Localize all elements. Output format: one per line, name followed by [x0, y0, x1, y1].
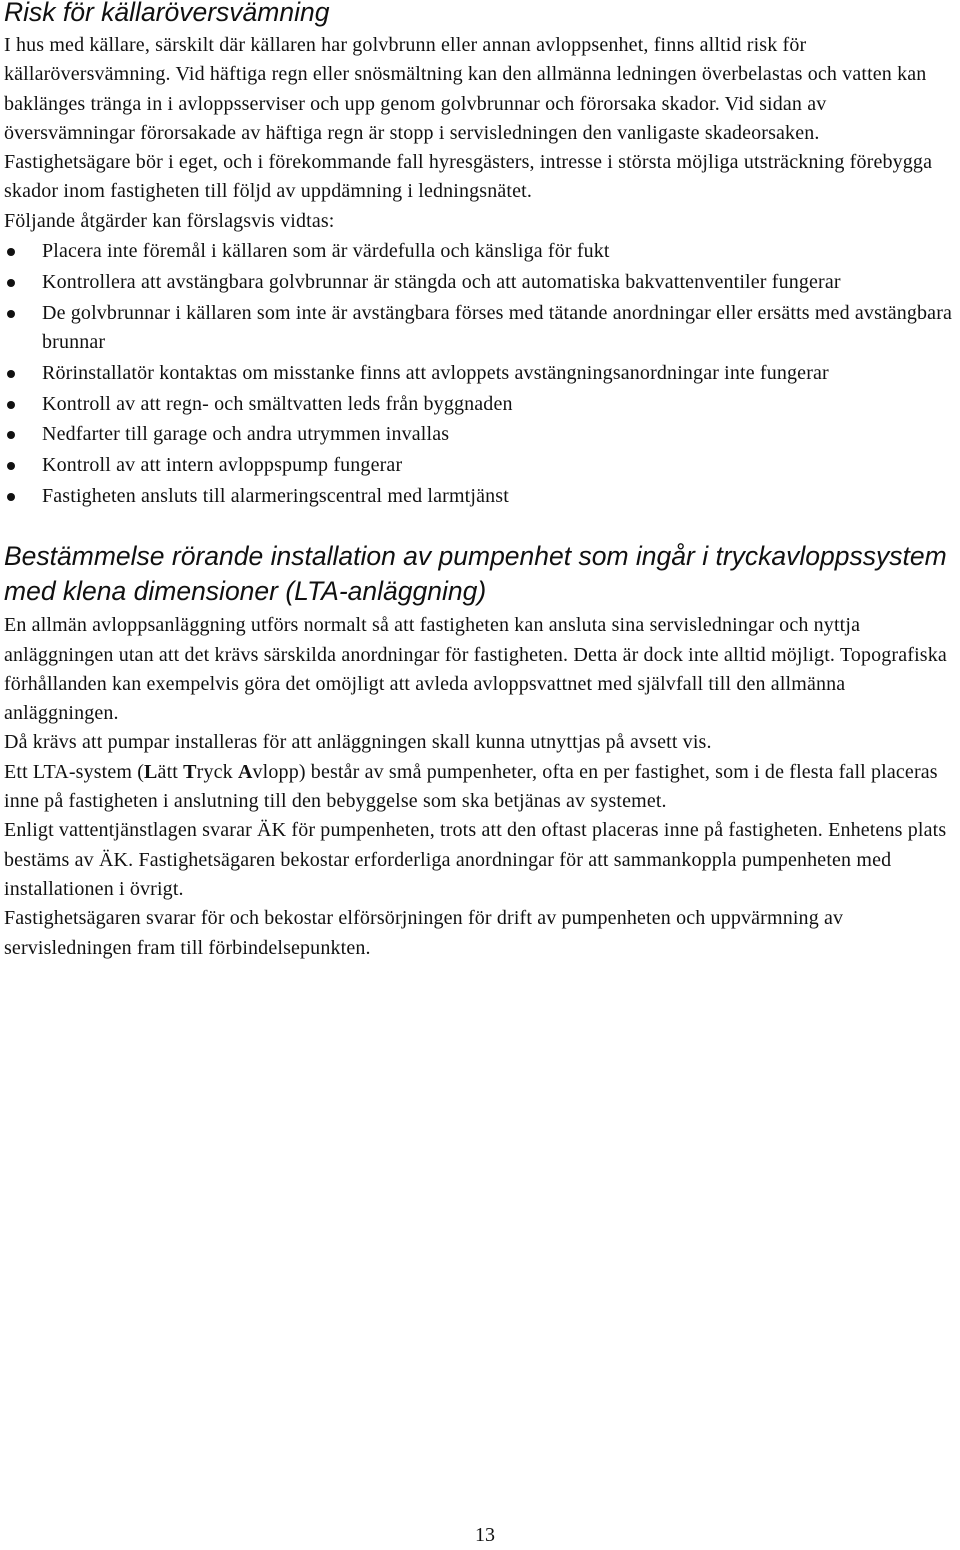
paragraph-lta-system: Ett LTA-system (Lätt Tryck Avlopp) består av små pumpenheter, ofta en per fastighet, som i de flesta fall placeras inne på fastigheten i anslutning till den bebyggelse som ska betjänas av systemet. — [4, 760, 938, 813]
list-item-text: Kontrollera att avstängbara golvbrunnar är stängda och att automatiska bakvattenventiler fungerar — [42, 270, 841, 293]
list-item — [4, 268, 956, 297]
list-item-text: Kontroll av att regn- och smältvatten leds från byggnaden — [42, 392, 513, 415]
paragraph-flood-risk: I hus med källare, särskilt där källaren har golvbrunn eller annan avloppsenhet, finns alltid risk för källaröversvämning. Vid häftiga regn eller snösmältning kan den allmänna ledningen överbelastas och vatten kan baklänges tränga in i avloppsserviser och upp genom golvbrunnar och förorsaka skador. Vid sidan av översvämningar förorsakade av häftiga regn är stopp i servisledningen den vanligaste skadeorsaken. — [4, 34, 927, 144]
list-item-text: Nedfarter till garage och andra utrymmen invallas — [42, 423, 450, 446]
list-item — [4, 482, 956, 511]
document-page — [4, 0, 956, 963]
list-item — [4, 451, 956, 480]
paragraph-measures-intro: Följande åtgärder kan förslagsvis vidtas: — [4, 209, 335, 232]
bullet-icon — [7, 493, 15, 501]
list-item — [4, 359, 956, 388]
list-item-text: Fastigheten ansluts till alarmeringscentral med larmtjänst — [42, 484, 509, 507]
bullet-icon — [7, 462, 15, 470]
list-item-text: Placera inte föremål i källaren som är värdefulla och känsliga för fukt — [42, 240, 610, 263]
paragraph-water-services-act: Enligt vattentjänstlagen svarar ÄK för pumpenheten, trots att den oftast placeras inne på fastigheten. Enhetens plats bestäms av ÄK. Fastighetsägaren bekostar erforderliga anordningar för att sammankoppla pumpenheten med installationen i övrigt. — [4, 819, 947, 900]
bullet-icon — [7, 310, 15, 318]
list-item-text: Rörinstallatör kontaktas om misstanke finns att avloppets avstängningsanordningar inte fungerar — [42, 361, 829, 384]
list-item-text: De golvbrunnar i källaren som inte är avstängbara förses med tätande anordningar eller ersätts med avstängbara brunnar — [42, 301, 953, 353]
list-item — [4, 390, 956, 419]
list-item-text: Kontroll av att intern avloppspump fungerar — [42, 454, 403, 477]
bullet-icon — [7, 370, 15, 378]
bullet-icon — [7, 279, 15, 287]
list-item — [4, 420, 956, 449]
paragraph-pumps-required: Då krävs att pumpar installeras för att anläggningen skall kunna utnyttjas på avsett vis. — [4, 731, 712, 754]
paragraph-electricity-supply: Fastighetsägaren svarar för och bekostar elförsörjningen för drift av pumpenheten och uppvärmning av servisledningen fram till förbindelsepunkten. — [4, 907, 844, 959]
section-heading-basement-flooding: Risk för källaröversvämning — [4, 0, 330, 27]
paragraph-owner-responsibility: Fastighetsägare bör i eget, och i förekommande fall hyresgästers, intresse i största möjliga utsträckning förebygga skador inom fastigheten till följd av uppdämning i ledningsnätet. — [4, 151, 933, 203]
bullet-icon — [7, 401, 15, 409]
section-heading-lta-installation: Bestämmelse rörande installation av pumpenhet som ingår i tryckavloppssystem med klena dimensioner (LTA-anläggning) — [4, 541, 947, 607]
page-number: 13 — [475, 1524, 495, 1546]
bullet-icon — [7, 248, 15, 256]
list-item — [4, 237, 956, 266]
measures-list — [4, 237, 956, 511]
bullet-icon — [7, 431, 15, 439]
paragraph-public-sewer: En allmän avloppsanläggning utförs normalt så att fastigheten kan ansluta sina servisledningar och nyttja anläggningen utan att det krävs särskilda anordningar för fastigheten. Detta är dock inte alltid möjligt. Topografiska förhållanden kan exempelvis göra det omöjligt att avleda avloppsvattnet med självfall till den allmänna anläggningen. — [4, 614, 947, 725]
list-item — [4, 299, 956, 358]
